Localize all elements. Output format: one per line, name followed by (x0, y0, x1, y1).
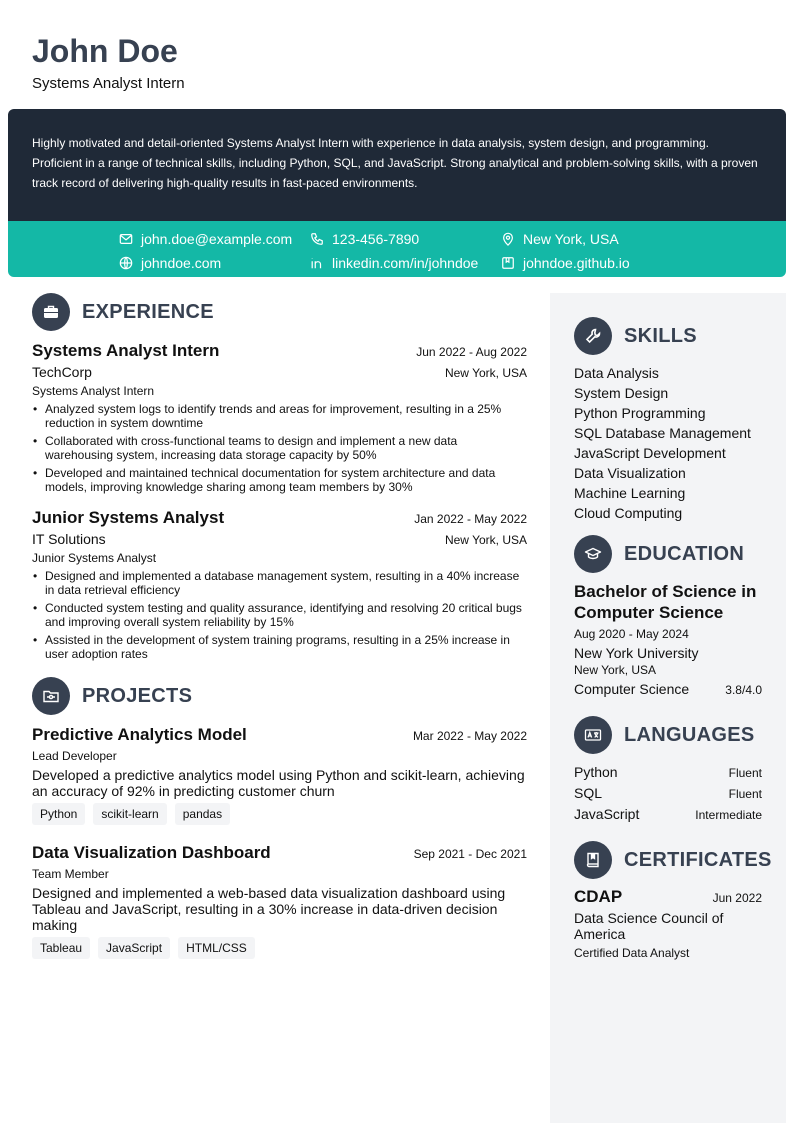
language-name: SQL (574, 785, 603, 801)
experience-role-0: Systems Analyst Intern (32, 384, 155, 398)
project-role-1: Team Member (32, 867, 109, 881)
skill-item: JavaScript Development (574, 445, 726, 461)
project-description-1: Designed and implemented a web-based data visualization dashboard using Tableau and JavaScript, resulting in a 30% increase in data-driven decision making (32, 885, 506, 933)
education-field: Computer Science (574, 681, 690, 697)
experience-title: EXPERIENCE (82, 300, 214, 323)
skill-item: Cloud Computing (574, 505, 683, 521)
education-heading (574, 535, 762, 573)
project-dates-1: Sep 2021 - Dec 2021 (413, 847, 527, 861)
project-description-0: Developed a predictive analytics model using Python and scikit-learn, achieving an accuracy of 92% in predicting customer churn (32, 767, 525, 799)
bullet-item: • Collaborated with cross-functional teams to design and implement a new data warehousing system, increasing data storage capacity by 50% (32, 434, 527, 462)
language-row (574, 762, 762, 783)
contact-linkedin[interactable] (310, 253, 478, 273)
bullet-item: • Analyzed system logs to identify trends and areas for improvement, resulting in a 25% reduction in system downtime (32, 402, 527, 430)
language-name: Python (574, 764, 618, 780)
education-field-row (574, 679, 762, 700)
tag: HTML/CSS (178, 937, 255, 959)
language-level: Intermediate (695, 808, 762, 822)
education-section (574, 535, 762, 700)
skills-section (574, 317, 762, 523)
bullet-item: • Developed and maintained technical documentation for system architecture and data models, improving knowledge sharing among team members by 30% (32, 466, 527, 494)
browser-icon (501, 256, 515, 270)
skills-title: SKILLS (624, 324, 697, 347)
education-location: New York, USA (574, 663, 657, 677)
github-text: johndoe.github.io (523, 255, 630, 271)
education-gpa: 3.8/4.0 (725, 683, 762, 697)
bullet-item: • Assisted in the development of system training programs, resulting in a 25% increase in user adoption rates (32, 633, 527, 661)
translate-icon (574, 716, 612, 754)
certificate-name: CDAP (574, 887, 623, 906)
main-column (32, 293, 527, 973)
projects-heading (32, 677, 527, 715)
tag: Tableau (32, 937, 90, 959)
experience-location-0: New York, USA (444, 366, 527, 380)
education-title: EDUCATION (624, 542, 745, 565)
job-title: Systems Analyst Intern (32, 75, 185, 92)
sidebar (550, 293, 786, 1123)
contact-email[interactable] (119, 229, 292, 249)
experience-entry (32, 508, 527, 661)
education-degree: Bachelor of Science in Computer Science (574, 582, 757, 622)
language-row (574, 783, 762, 804)
summary-box (8, 109, 786, 277)
projects-title: PROJECTS (82, 684, 193, 707)
certificate-row (574, 887, 762, 907)
language-name: JavaScript (574, 806, 640, 822)
resume-header (32, 32, 185, 92)
project-tags-1 (32, 937, 527, 959)
certificates-section (574, 841, 772, 960)
wrench-icon (574, 317, 612, 355)
skill-item: Data Analysis (574, 365, 659, 381)
skill-item: Data Visualization (574, 465, 686, 481)
project-tags-0 (32, 803, 527, 825)
experience-title-1: Junior Systems Analyst (32, 508, 225, 527)
tag: JavaScript (98, 937, 170, 959)
experience-bullets-1 (32, 569, 527, 661)
education-dates: Aug 2020 - May 2024 (574, 627, 689, 641)
linkedin-text: linkedin.com/in/johndoe (332, 255, 479, 271)
contact-website[interactable] (119, 253, 221, 273)
contact-bar (8, 221, 786, 277)
contact-location (501, 229, 619, 249)
project-title-1: Data Visualization Dashboard (32, 843, 271, 862)
language-level: Fluent (728, 766, 762, 780)
language-level: Fluent (728, 787, 762, 801)
skill-item: System Design (574, 385, 669, 401)
summary-text: Highly motivated and detail-oriented Systems Analyst Intern with experience in data analysis, system design, and programming. Proficient in a range of technical skills, including Python, SQL, and JavaScript. Strong analytical and problem-solving skills, with a proven track record of delivering high-quality results in fast-paced environments. (8, 109, 786, 221)
bookmark-book-icon (574, 841, 612, 879)
linkedin-icon (310, 256, 324, 270)
languages-title: LANGUAGES (624, 723, 755, 746)
project-dates-0: Mar 2022 - May 2022 (412, 729, 527, 743)
mail-icon (119, 232, 133, 246)
contact-phone[interactable] (310, 229, 419, 249)
tag: pandas (175, 803, 230, 825)
email-text: john.doe@example.com (141, 231, 293, 247)
experience-role-1: Junior Systems Analyst (32, 551, 157, 565)
experience-title-0: Systems Analyst Intern (32, 341, 220, 360)
folder-icon (32, 677, 70, 715)
certificates-title: CERTIFICATES (624, 848, 772, 871)
experience-location-1: New York, USA (444, 533, 527, 547)
certificates-heading (574, 841, 772, 879)
briefcase-icon (32, 293, 70, 331)
experience-dates-0: Jun 2022 - Aug 2022 (416, 345, 527, 359)
experience-dates-1: Jan 2022 - May 2022 (414, 512, 527, 526)
education-school: New York University (574, 645, 699, 661)
experience-heading (32, 293, 527, 331)
skill-item: SQL Database Management (574, 425, 751, 441)
project-entry (32, 725, 527, 825)
person-name: John Doe (32, 33, 178, 69)
certificate-date: Jun 2022 (712, 891, 762, 905)
graduation-cap-icon (574, 535, 612, 573)
globe-icon (119, 256, 133, 270)
website-text: johndoe.com (141, 255, 222, 271)
tag: Python (32, 803, 85, 825)
location-text: New York, USA (523, 231, 619, 247)
project-entry (32, 843, 527, 959)
certificate-issuer: Data Science Council of America (574, 910, 724, 942)
languages-heading (574, 716, 762, 754)
experience-bullets-0 (32, 402, 527, 494)
language-row (574, 804, 762, 825)
experience-entry (32, 341, 527, 494)
certificate-title: Certified Data Analyst (574, 946, 690, 960)
tag: scikit-learn (93, 803, 166, 825)
bullet-item: • Designed and implemented a database management system, resulting in a 40% increase in data retrieval efficiency (32, 569, 527, 597)
map-pin-icon (501, 232, 515, 246)
skill-item: Python Programming (574, 405, 706, 421)
phone-icon (310, 232, 324, 246)
experience-company-0: TechCorp (32, 364, 92, 380)
languages-section (574, 716, 762, 825)
project-title-0: Predictive Analytics Model (32, 725, 247, 744)
bullet-item: • Conducted system testing and quality assurance, identifying and resolving 20 critical bugs and improving overall system reliability by 15% (32, 601, 527, 629)
experience-company-1: IT Solutions (32, 531, 106, 547)
contact-github[interactable] (501, 253, 630, 273)
project-role-0: Lead Developer (32, 749, 117, 763)
skill-item: Machine Learning (574, 485, 686, 501)
skills-heading (574, 317, 762, 355)
phone-text: 123-456-7890 (332, 231, 420, 247)
